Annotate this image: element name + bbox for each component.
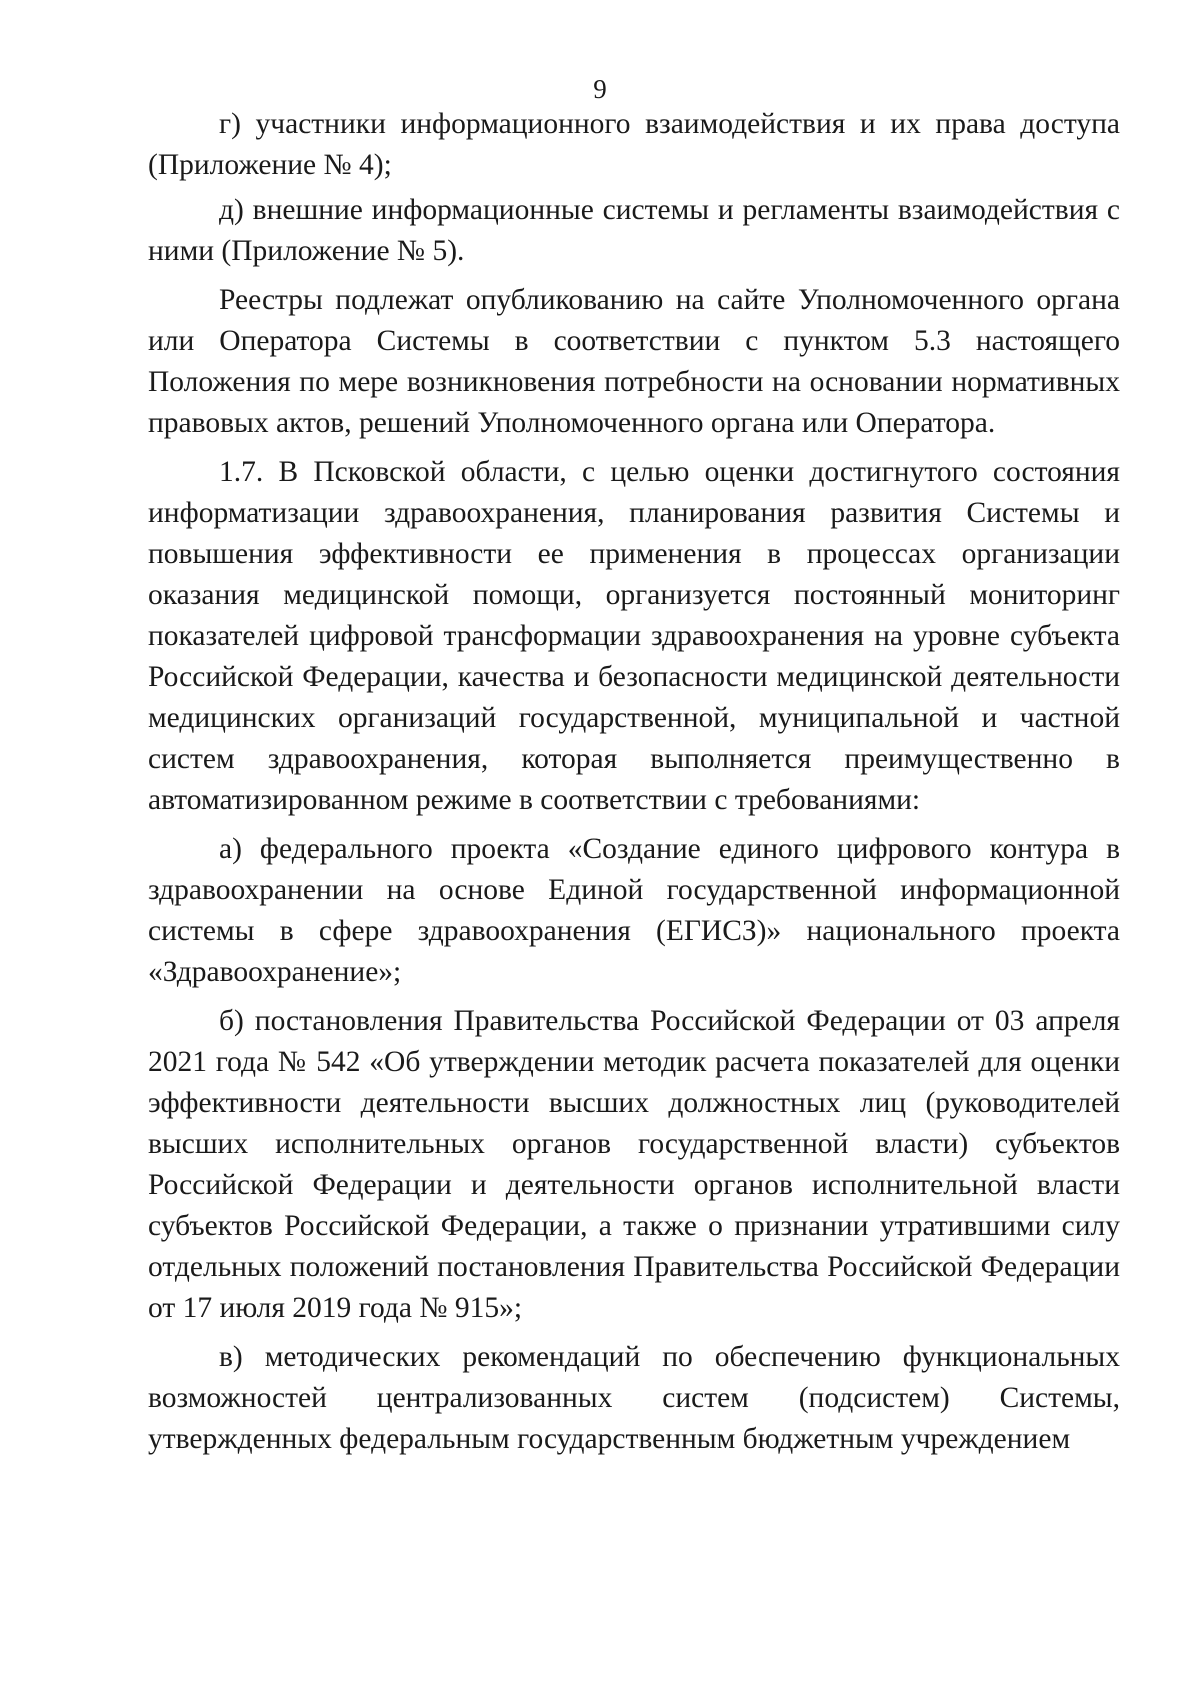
paragraph-registries: Реестры подлежат опубликованию на сайте Уполномоченного органа или Оператора Системы в соответствии с пунктом 5.3 настоящего Положения по мере возникновения потребности на основании нормативных правовых актов, решений Уполномоченного органа или Оператора. [148,284,1120,439]
paragraph-item-a: а) федерального проекта «Создание единого цифрового контура в здравоохранении на основе Единой государственной информационной системы в сфере здравоохранения (ЕГИСЗ)» национального проекта «Здравоохранение»; [148,833,1120,988]
paragraph-item-v: в) методических рекомендаций по обеспечению функциональных возможностей централизованных систем (подсистем) Системы, утвержденных федеральным государственным бюджетным учреждением [148,1341,1120,1455]
paragraph-item-g: г) участники информационного взаимодействия и их права доступа (Приложение № 4); [148,108,1120,181]
page-number: 9 [593,74,607,104]
paragraph-item-d: д) внешние информационные системы и регламенты взаимодействия с ними (Приложение № 5). [148,194,1120,267]
document-body [148,104,1120,1460]
paragraph-section-1-7: 1.7. В Псковской области, с целью оценки достигнутого состояния информатизации здравоохранения, планирования развития Системы и повышения эффективности ее применения в процессах организации оказания медицинской помощи, организуется постоянный мониторинг показателей цифровой трансформации здравоохранения на уровне субъекта Российской Федерации, качества и безопасности медицинской деятельности медицинских организаций государственной, муниципальной и частной систем здравоохранения, которая выполняется преимущественно в автоматизированном режиме в соответствии с требованиями: [148,456,1120,816]
paragraph-item-b: б) постановления Правительства Российской Федерации от 03 апреля 2021 года № 542 «Об утверждении методик расчета показателей для оценки эффективности деятельности высших должностных лиц (руководителей высших исполнительных органов государственной власти) субъектов Российской Федерации и деятельности органов исполнительной власти субъектов Российской Федерации, а также о признании утратившими силу отдельных положений постановления Правительства Российской Федерации от 17 июля 2019 года № 915»; [148,1005,1120,1324]
